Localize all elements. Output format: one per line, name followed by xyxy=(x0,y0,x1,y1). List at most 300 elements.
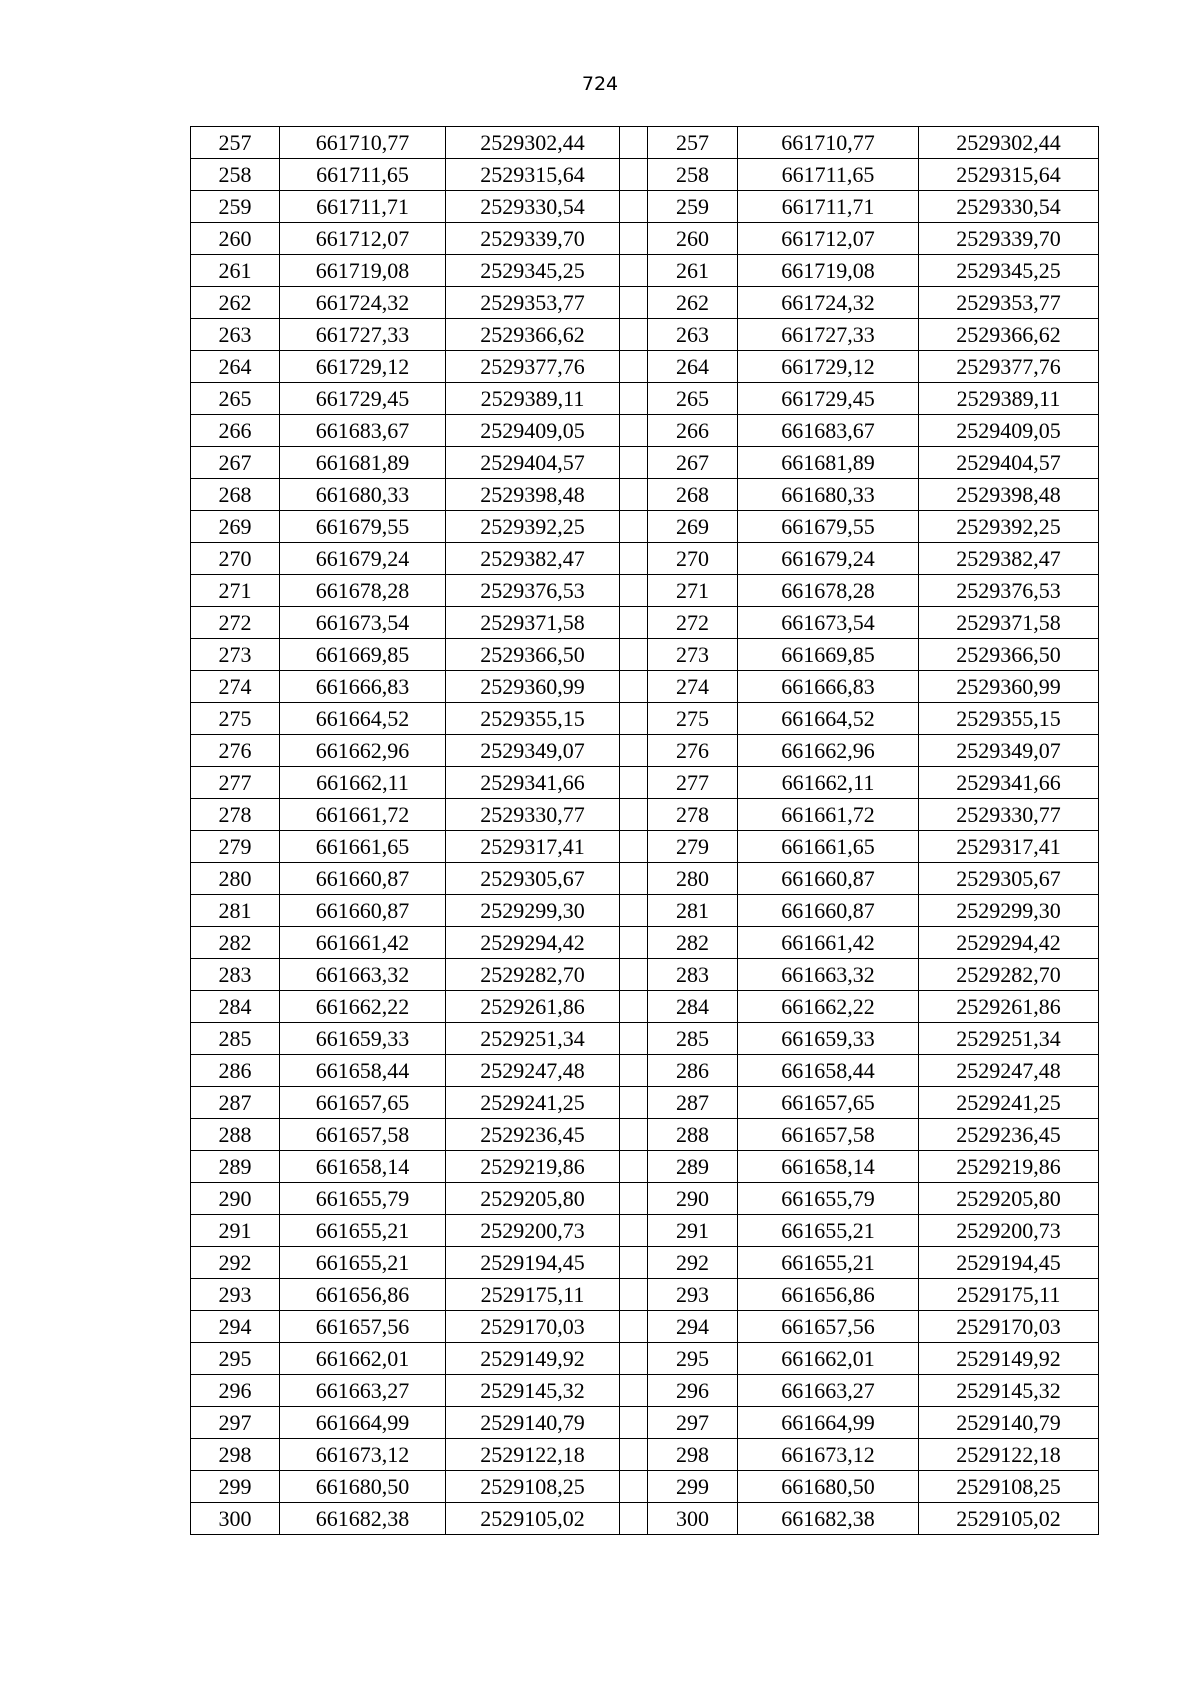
right-y-coordinate-cell: 2529349,07 xyxy=(919,735,1099,767)
left-point-number-cell: 258 xyxy=(191,159,280,191)
left-x-coordinate-cell: 661663,27 xyxy=(280,1375,446,1407)
right-point-number-cell: 300 xyxy=(648,1503,738,1535)
left-y-coordinate-cell: 2529236,45 xyxy=(446,1119,620,1151)
right-x-coordinate-cell: 661679,55 xyxy=(738,511,919,543)
right-x-coordinate-cell: 661711,65 xyxy=(738,159,919,191)
left-point-number-cell: 284 xyxy=(191,991,280,1023)
right-y-coordinate-cell: 2529377,76 xyxy=(919,351,1099,383)
spacer-cell xyxy=(620,543,648,575)
right-y-coordinate-cell: 2529108,25 xyxy=(919,1471,1099,1503)
right-x-coordinate-cell: 661681,89 xyxy=(738,447,919,479)
right-y-coordinate-cell: 2529353,77 xyxy=(919,287,1099,319)
right-point-number-cell: 261 xyxy=(648,255,738,287)
left-point-number-cell: 272 xyxy=(191,607,280,639)
left-point-number-cell: 268 xyxy=(191,479,280,511)
left-y-coordinate-cell: 2529360,99 xyxy=(446,671,620,703)
left-x-coordinate-cell: 661662,96 xyxy=(280,735,446,767)
right-x-coordinate-cell: 661662,01 xyxy=(738,1343,919,1375)
right-point-number-cell: 259 xyxy=(648,191,738,223)
spacer-cell xyxy=(620,1279,648,1311)
right-point-number-cell: 268 xyxy=(648,479,738,511)
spacer-cell xyxy=(620,831,648,863)
left-x-coordinate-cell: 661727,33 xyxy=(280,319,446,351)
right-y-coordinate-cell: 2529122,18 xyxy=(919,1439,1099,1471)
table-row xyxy=(191,127,1099,159)
left-point-number-cell: 300 xyxy=(191,1503,280,1535)
right-x-coordinate-cell: 661660,87 xyxy=(738,863,919,895)
spacer-cell xyxy=(620,287,648,319)
left-x-coordinate-cell: 661662,22 xyxy=(280,991,446,1023)
right-point-number-cell: 287 xyxy=(648,1087,738,1119)
spacer-cell xyxy=(620,159,648,191)
left-point-number-cell: 285 xyxy=(191,1023,280,1055)
left-x-coordinate-cell: 661657,58 xyxy=(280,1119,446,1151)
table-row xyxy=(191,1023,1099,1055)
right-y-coordinate-cell: 2529392,25 xyxy=(919,511,1099,543)
right-y-coordinate-cell: 2529140,79 xyxy=(919,1407,1099,1439)
left-point-number-cell: 294 xyxy=(191,1311,280,1343)
left-x-coordinate-cell: 661669,85 xyxy=(280,639,446,671)
left-point-number-cell: 297 xyxy=(191,1407,280,1439)
table-row xyxy=(191,863,1099,895)
spacer-cell xyxy=(620,1311,648,1343)
left-point-number-cell: 281 xyxy=(191,895,280,927)
right-point-number-cell: 280 xyxy=(648,863,738,895)
table-row xyxy=(191,319,1099,351)
right-point-number-cell: 296 xyxy=(648,1375,738,1407)
table-row xyxy=(191,1087,1099,1119)
right-point-number-cell: 293 xyxy=(648,1279,738,1311)
table-row xyxy=(191,415,1099,447)
right-x-coordinate-cell: 661661,42 xyxy=(738,927,919,959)
left-x-coordinate-cell: 661657,65 xyxy=(280,1087,446,1119)
spacer-cell xyxy=(620,255,648,287)
right-point-number-cell: 279 xyxy=(648,831,738,863)
right-x-coordinate-cell: 661657,58 xyxy=(738,1119,919,1151)
spacer-cell xyxy=(620,1439,648,1471)
left-y-coordinate-cell: 2529315,64 xyxy=(446,159,620,191)
left-point-number-cell: 298 xyxy=(191,1439,280,1471)
right-point-number-cell: 294 xyxy=(648,1311,738,1343)
left-y-coordinate-cell: 2529317,41 xyxy=(446,831,620,863)
left-x-coordinate-cell: 661679,55 xyxy=(280,511,446,543)
left-y-coordinate-cell: 2529175,11 xyxy=(446,1279,620,1311)
table-row xyxy=(191,351,1099,383)
spacer-cell xyxy=(620,1183,648,1215)
right-x-coordinate-cell: 661719,08 xyxy=(738,255,919,287)
left-x-coordinate-cell: 661664,52 xyxy=(280,703,446,735)
right-x-coordinate-cell: 661664,52 xyxy=(738,703,919,735)
left-y-coordinate-cell: 2529376,53 xyxy=(446,575,620,607)
left-point-number-cell: 260 xyxy=(191,223,280,255)
left-x-coordinate-cell: 661661,65 xyxy=(280,831,446,863)
right-point-number-cell: 273 xyxy=(648,639,738,671)
left-point-number-cell: 269 xyxy=(191,511,280,543)
left-x-coordinate-cell: 661663,32 xyxy=(280,959,446,991)
table-row xyxy=(191,607,1099,639)
right-y-coordinate-cell: 2529247,48 xyxy=(919,1055,1099,1087)
left-x-coordinate-cell: 661680,33 xyxy=(280,479,446,511)
left-x-coordinate-cell: 661729,12 xyxy=(280,351,446,383)
left-x-coordinate-cell: 661662,11 xyxy=(280,767,446,799)
left-y-coordinate-cell: 2529241,25 xyxy=(446,1087,620,1119)
table-row xyxy=(191,447,1099,479)
spacer-cell xyxy=(620,895,648,927)
left-x-coordinate-cell: 661683,67 xyxy=(280,415,446,447)
spacer-cell xyxy=(620,1151,648,1183)
table-row xyxy=(191,1311,1099,1343)
left-y-coordinate-cell: 2529194,45 xyxy=(446,1247,620,1279)
spacer-cell xyxy=(620,1055,648,1087)
left-x-coordinate-cell: 661655,21 xyxy=(280,1215,446,1247)
spacer-cell xyxy=(620,575,648,607)
left-y-coordinate-cell: 2529341,66 xyxy=(446,767,620,799)
left-point-number-cell: 280 xyxy=(191,863,280,895)
left-point-number-cell: 259 xyxy=(191,191,280,223)
table-row xyxy=(191,543,1099,575)
right-y-coordinate-cell: 2529376,53 xyxy=(919,575,1099,607)
left-y-coordinate-cell: 2529366,50 xyxy=(446,639,620,671)
spacer-cell xyxy=(620,671,648,703)
left-x-coordinate-cell: 661656,86 xyxy=(280,1279,446,1311)
right-y-coordinate-cell: 2529345,25 xyxy=(919,255,1099,287)
left-x-coordinate-cell: 661658,44 xyxy=(280,1055,446,1087)
right-y-coordinate-cell: 2529341,66 xyxy=(919,767,1099,799)
left-y-coordinate-cell: 2529200,73 xyxy=(446,1215,620,1247)
left-point-number-cell: 289 xyxy=(191,1151,280,1183)
right-point-number-cell: 274 xyxy=(648,671,738,703)
right-y-coordinate-cell: 2529261,86 xyxy=(919,991,1099,1023)
right-x-coordinate-cell: 661666,83 xyxy=(738,671,919,703)
left-point-number-cell: 282 xyxy=(191,927,280,959)
left-x-coordinate-cell: 661712,07 xyxy=(280,223,446,255)
left-point-number-cell: 277 xyxy=(191,767,280,799)
right-point-number-cell: 288 xyxy=(648,1119,738,1151)
right-x-coordinate-cell: 661711,71 xyxy=(738,191,919,223)
right-point-number-cell: 290 xyxy=(648,1183,738,1215)
left-point-number-cell: 287 xyxy=(191,1087,280,1119)
table-row xyxy=(191,639,1099,671)
table-row xyxy=(191,479,1099,511)
spacer-cell xyxy=(620,799,648,831)
right-x-coordinate-cell: 661655,21 xyxy=(738,1215,919,1247)
left-y-coordinate-cell: 2529302,44 xyxy=(446,127,620,159)
right-y-coordinate-cell: 2529404,57 xyxy=(919,447,1099,479)
left-point-number-cell: 296 xyxy=(191,1375,280,1407)
left-y-coordinate-cell: 2529299,30 xyxy=(446,895,620,927)
spacer-cell xyxy=(620,1119,648,1151)
right-y-coordinate-cell: 2529170,03 xyxy=(919,1311,1099,1343)
right-y-coordinate-cell: 2529175,11 xyxy=(919,1279,1099,1311)
right-point-number-cell: 282 xyxy=(648,927,738,959)
right-x-coordinate-cell: 661663,32 xyxy=(738,959,919,991)
left-point-number-cell: 270 xyxy=(191,543,280,575)
right-x-coordinate-cell: 661680,50 xyxy=(738,1471,919,1503)
right-y-coordinate-cell: 2529105,02 xyxy=(919,1503,1099,1535)
right-x-coordinate-cell: 661727,33 xyxy=(738,319,919,351)
right-y-coordinate-cell: 2529299,30 xyxy=(919,895,1099,927)
table-row xyxy=(191,1119,1099,1151)
left-point-number-cell: 262 xyxy=(191,287,280,319)
left-x-coordinate-cell: 661680,50 xyxy=(280,1471,446,1503)
coordinates-table xyxy=(190,126,1099,1535)
left-point-number-cell: 299 xyxy=(191,1471,280,1503)
right-x-coordinate-cell: 661655,21 xyxy=(738,1247,919,1279)
left-x-coordinate-cell: 661655,79 xyxy=(280,1183,446,1215)
right-point-number-cell: 285 xyxy=(648,1023,738,1055)
right-y-coordinate-cell: 2529145,32 xyxy=(919,1375,1099,1407)
right-point-number-cell: 291 xyxy=(648,1215,738,1247)
right-y-coordinate-cell: 2529294,42 xyxy=(919,927,1099,959)
left-point-number-cell: 276 xyxy=(191,735,280,767)
left-y-coordinate-cell: 2529170,03 xyxy=(446,1311,620,1343)
table-row xyxy=(191,703,1099,735)
spacer-cell xyxy=(620,223,648,255)
left-y-coordinate-cell: 2529392,25 xyxy=(446,511,620,543)
right-y-coordinate-cell: 2529389,11 xyxy=(919,383,1099,415)
left-x-coordinate-cell: 661729,45 xyxy=(280,383,446,415)
left-x-coordinate-cell: 661719,08 xyxy=(280,255,446,287)
right-x-coordinate-cell: 661673,54 xyxy=(738,607,919,639)
right-x-coordinate-cell: 661710,77 xyxy=(738,127,919,159)
right-y-coordinate-cell: 2529241,25 xyxy=(919,1087,1099,1119)
table-row xyxy=(191,255,1099,287)
right-y-coordinate-cell: 2529305,67 xyxy=(919,863,1099,895)
left-point-number-cell: 267 xyxy=(191,447,280,479)
right-y-coordinate-cell: 2529360,99 xyxy=(919,671,1099,703)
left-x-coordinate-cell: 661682,38 xyxy=(280,1503,446,1535)
spacer-cell xyxy=(620,415,648,447)
right-x-coordinate-cell: 661729,45 xyxy=(738,383,919,415)
right-point-number-cell: 260 xyxy=(648,223,738,255)
left-point-number-cell: 265 xyxy=(191,383,280,415)
right-point-number-cell: 281 xyxy=(648,895,738,927)
spacer-cell xyxy=(620,511,648,543)
table-row xyxy=(191,1471,1099,1503)
right-point-number-cell: 284 xyxy=(648,991,738,1023)
left-point-number-cell: 288 xyxy=(191,1119,280,1151)
right-y-coordinate-cell: 2529251,34 xyxy=(919,1023,1099,1055)
table-row xyxy=(191,383,1099,415)
right-x-coordinate-cell: 661729,12 xyxy=(738,351,919,383)
right-x-coordinate-cell: 661679,24 xyxy=(738,543,919,575)
left-point-number-cell: 290 xyxy=(191,1183,280,1215)
right-y-coordinate-cell: 2529398,48 xyxy=(919,479,1099,511)
left-point-number-cell: 266 xyxy=(191,415,280,447)
right-x-coordinate-cell: 661657,65 xyxy=(738,1087,919,1119)
spacer-cell xyxy=(620,191,648,223)
right-y-coordinate-cell: 2529315,64 xyxy=(919,159,1099,191)
table-row xyxy=(191,927,1099,959)
right-point-number-cell: 262 xyxy=(648,287,738,319)
table-row xyxy=(191,159,1099,191)
right-y-coordinate-cell: 2529205,80 xyxy=(919,1183,1099,1215)
right-point-number-cell: 297 xyxy=(648,1407,738,1439)
left-y-coordinate-cell: 2529330,54 xyxy=(446,191,620,223)
table-row xyxy=(191,959,1099,991)
table-row xyxy=(191,511,1099,543)
left-point-number-cell: 293 xyxy=(191,1279,280,1311)
right-x-coordinate-cell: 661662,22 xyxy=(738,991,919,1023)
table-row xyxy=(191,1151,1099,1183)
right-x-coordinate-cell: 661658,14 xyxy=(738,1151,919,1183)
left-y-coordinate-cell: 2529294,42 xyxy=(446,927,620,959)
left-point-number-cell: 286 xyxy=(191,1055,280,1087)
left-y-coordinate-cell: 2529261,86 xyxy=(446,991,620,1023)
left-point-number-cell: 257 xyxy=(191,127,280,159)
right-point-number-cell: 286 xyxy=(648,1055,738,1087)
right-x-coordinate-cell: 661656,86 xyxy=(738,1279,919,1311)
table-row xyxy=(191,1215,1099,1247)
left-y-coordinate-cell: 2529355,15 xyxy=(446,703,620,735)
left-point-number-cell: 261 xyxy=(191,255,280,287)
right-x-coordinate-cell: 661661,72 xyxy=(738,799,919,831)
right-y-coordinate-cell: 2529149,92 xyxy=(919,1343,1099,1375)
right-x-coordinate-cell: 661658,44 xyxy=(738,1055,919,1087)
right-point-number-cell: 267 xyxy=(648,447,738,479)
left-x-coordinate-cell: 661658,14 xyxy=(280,1151,446,1183)
left-y-coordinate-cell: 2529349,07 xyxy=(446,735,620,767)
left-x-coordinate-cell: 661659,33 xyxy=(280,1023,446,1055)
left-y-coordinate-cell: 2529330,77 xyxy=(446,799,620,831)
table-row xyxy=(191,1247,1099,1279)
coordinates-table-body xyxy=(191,127,1099,1535)
left-y-coordinate-cell: 2529122,18 xyxy=(446,1439,620,1471)
spacer-cell xyxy=(620,351,648,383)
right-x-coordinate-cell: 661659,33 xyxy=(738,1023,919,1055)
spacer-cell xyxy=(620,863,648,895)
left-x-coordinate-cell: 661662,01 xyxy=(280,1343,446,1375)
right-x-coordinate-cell: 661657,56 xyxy=(738,1311,919,1343)
right-x-coordinate-cell: 661712,07 xyxy=(738,223,919,255)
right-x-coordinate-cell: 661664,99 xyxy=(738,1407,919,1439)
left-x-coordinate-cell: 661655,21 xyxy=(280,1247,446,1279)
left-x-coordinate-cell: 661657,56 xyxy=(280,1311,446,1343)
spacer-cell xyxy=(620,1471,648,1503)
spacer-cell xyxy=(620,1343,648,1375)
table-row xyxy=(191,1279,1099,1311)
spacer-cell xyxy=(620,319,648,351)
right-y-coordinate-cell: 2529330,54 xyxy=(919,191,1099,223)
left-x-coordinate-cell: 661673,54 xyxy=(280,607,446,639)
left-point-number-cell: 279 xyxy=(191,831,280,863)
spacer-cell xyxy=(620,1247,648,1279)
right-point-number-cell: 264 xyxy=(648,351,738,383)
spacer-cell xyxy=(620,447,648,479)
table-row xyxy=(191,991,1099,1023)
right-point-number-cell: 278 xyxy=(648,799,738,831)
left-point-number-cell: 271 xyxy=(191,575,280,607)
right-point-number-cell: 289 xyxy=(648,1151,738,1183)
left-x-coordinate-cell: 661660,87 xyxy=(280,895,446,927)
left-y-coordinate-cell: 2529205,80 xyxy=(446,1183,620,1215)
right-y-coordinate-cell: 2529194,45 xyxy=(919,1247,1099,1279)
right-x-coordinate-cell: 661678,28 xyxy=(738,575,919,607)
left-x-coordinate-cell: 661724,32 xyxy=(280,287,446,319)
table-row xyxy=(191,223,1099,255)
right-point-number-cell: 257 xyxy=(648,127,738,159)
left-point-number-cell: 278 xyxy=(191,799,280,831)
table-row xyxy=(191,1503,1099,1535)
left-x-coordinate-cell: 661660,87 xyxy=(280,863,446,895)
left-y-coordinate-cell: 2529366,62 xyxy=(446,319,620,351)
page-number: 724 xyxy=(581,73,619,95)
spacer-cell xyxy=(620,127,648,159)
table-row xyxy=(191,1375,1099,1407)
right-point-number-cell: 283 xyxy=(648,959,738,991)
spacer-cell xyxy=(620,1407,648,1439)
right-y-coordinate-cell: 2529219,86 xyxy=(919,1151,1099,1183)
table-row xyxy=(191,831,1099,863)
spacer-cell xyxy=(620,767,648,799)
left-y-coordinate-cell: 2529353,77 xyxy=(446,287,620,319)
left-y-coordinate-cell: 2529371,58 xyxy=(446,607,620,639)
right-point-number-cell: 272 xyxy=(648,607,738,639)
table-row xyxy=(191,1343,1099,1375)
right-x-coordinate-cell: 661663,27 xyxy=(738,1375,919,1407)
left-point-number-cell: 291 xyxy=(191,1215,280,1247)
left-point-number-cell: 283 xyxy=(191,959,280,991)
right-point-number-cell: 269 xyxy=(648,511,738,543)
left-y-coordinate-cell: 2529247,48 xyxy=(446,1055,620,1087)
right-x-coordinate-cell: 661662,11 xyxy=(738,767,919,799)
left-x-coordinate-cell: 661678,28 xyxy=(280,575,446,607)
spacer-cell xyxy=(620,383,648,415)
right-x-coordinate-cell: 661724,32 xyxy=(738,287,919,319)
right-y-coordinate-cell: 2529366,62 xyxy=(919,319,1099,351)
right-x-coordinate-cell: 661655,79 xyxy=(738,1183,919,1215)
right-point-number-cell: 292 xyxy=(648,1247,738,1279)
right-y-coordinate-cell: 2529366,50 xyxy=(919,639,1099,671)
table-row xyxy=(191,1183,1099,1215)
right-y-coordinate-cell: 2529236,45 xyxy=(919,1119,1099,1151)
spacer-cell xyxy=(620,959,648,991)
spacer-cell xyxy=(620,991,648,1023)
table-row xyxy=(191,735,1099,767)
table-row xyxy=(191,191,1099,223)
left-y-coordinate-cell: 2529105,02 xyxy=(446,1503,620,1535)
left-x-coordinate-cell: 661679,24 xyxy=(280,543,446,575)
right-y-coordinate-cell: 2529282,70 xyxy=(919,959,1099,991)
spacer-cell xyxy=(620,1503,648,1535)
left-point-number-cell: 292 xyxy=(191,1247,280,1279)
right-point-number-cell: 265 xyxy=(648,383,738,415)
table-row xyxy=(191,671,1099,703)
left-x-coordinate-cell: 661711,71 xyxy=(280,191,446,223)
right-x-coordinate-cell: 661683,67 xyxy=(738,415,919,447)
spacer-cell xyxy=(620,927,648,959)
table-row xyxy=(191,1407,1099,1439)
spacer-cell xyxy=(620,479,648,511)
left-y-coordinate-cell: 2529149,92 xyxy=(446,1343,620,1375)
table-row xyxy=(191,799,1099,831)
left-y-coordinate-cell: 2529108,25 xyxy=(446,1471,620,1503)
left-y-coordinate-cell: 2529389,11 xyxy=(446,383,620,415)
left-y-coordinate-cell: 2529377,76 xyxy=(446,351,620,383)
right-y-coordinate-cell: 2529409,05 xyxy=(919,415,1099,447)
table-row xyxy=(191,1439,1099,1471)
left-y-coordinate-cell: 2529345,25 xyxy=(446,255,620,287)
right-y-coordinate-cell: 2529382,47 xyxy=(919,543,1099,575)
left-point-number-cell: 275 xyxy=(191,703,280,735)
left-point-number-cell: 295 xyxy=(191,1343,280,1375)
left-x-coordinate-cell: 661673,12 xyxy=(280,1439,446,1471)
left-y-coordinate-cell: 2529251,34 xyxy=(446,1023,620,1055)
right-point-number-cell: 263 xyxy=(648,319,738,351)
right-y-coordinate-cell: 2529200,73 xyxy=(919,1215,1099,1247)
right-x-coordinate-cell: 661661,65 xyxy=(738,831,919,863)
left-x-coordinate-cell: 661664,99 xyxy=(280,1407,446,1439)
